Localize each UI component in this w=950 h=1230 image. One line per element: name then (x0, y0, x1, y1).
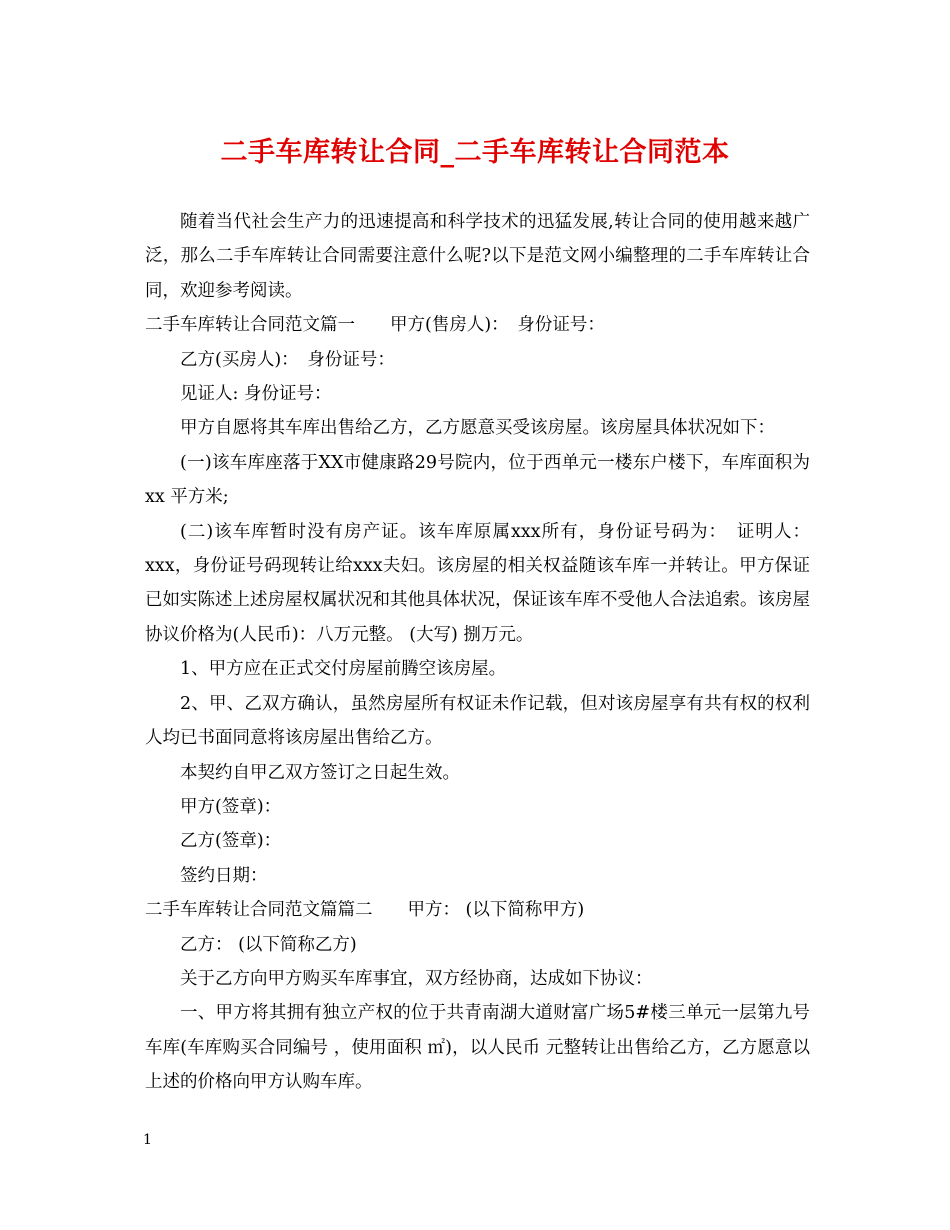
signature-line-party-b: 乙方(签章)： (180, 831, 282, 852)
clause-paragraph: 本契约自甲乙双方签订之日起生效。 (180, 762, 460, 783)
clause-paragraph: 1、甲方应在正式交付房屋前腾空该房屋。 (180, 659, 507, 680)
section-heading-2: 二手车库转让合同范文篇篇二 甲方： (以下简称甲方) (145, 900, 585, 921)
clause-paragraph: 2、甲、乙双方确认，虽然房屋所有权证未作记载，但对该房屋享有共有权的权利人均已书面同意将该房屋出售给乙方。 (145, 693, 810, 749)
page-number: 1 (143, 1132, 152, 1148)
clause-paragraph: 关于乙方向甲方购买车库事宜，双方经协商，达成如下协议： (180, 968, 653, 989)
party-b-line: 乙方： (以下简称乙方) (180, 934, 357, 955)
witness-line: 见证人: 身份证号： (180, 384, 332, 405)
document-title: 二手车库转让合同_二手车库转让合同范本 (220, 137, 730, 168)
clause-paragraph: 一、甲方将其拥有独立产权的位于共青南湖大道财富广场5#楼三单元一层第九号车库(车库购买合同编号 ，使用面积 ㎡)，以人民币 元整转让出售给乙方，乙方愿意以上述的价格向甲方认购车库。 (145, 1003, 810, 1093)
clause-paragraph: 甲方自愿将其车库出售给乙方，乙方愿意买受该房屋。该房屋具体状况如下： (180, 418, 775, 439)
document-body (145, 205, 810, 1100)
signing-date-line: 签约日期： (180, 865, 268, 886)
section-heading-1: 二手车库转让合同范文篇一 甲方(售房人)： 身份证号： (145, 315, 605, 336)
clause-paragraph: (一)该车库座落于XX市健康路29号院内，位于西单元一楼东户楼下，车库面积为xx 平方米; (145, 452, 810, 508)
intro-paragraph: 随着当代社会生产力的迅速提高和科学技术的迅猛发展,转让合同的使用越来越广泛，那么二手车库转让合同需要注意什么呢?以下是范文网小编整理的二手车库转让合同，欢迎参考阅读。 (145, 212, 810, 301)
signature-line-party-a: 甲方(签章)： (180, 796, 282, 817)
clause-paragraph: (二)该车库暂时没有房产证。该车库原属xxx所有，身份证号码为： 证明人：xxx，身份证号码现转让给xxx夫妇。该房屋的相关权益随该车库一并转让。甲方保证已如实陈述上述房屋权属状况和其他具体状况，保证该车库不受他人合法追索。该房屋协议价格为(人民币)：八万元整。 (大写) 捌万元。 (145, 521, 810, 645)
buyer-line: 乙方(买房人)： 身份证号： (180, 349, 395, 370)
